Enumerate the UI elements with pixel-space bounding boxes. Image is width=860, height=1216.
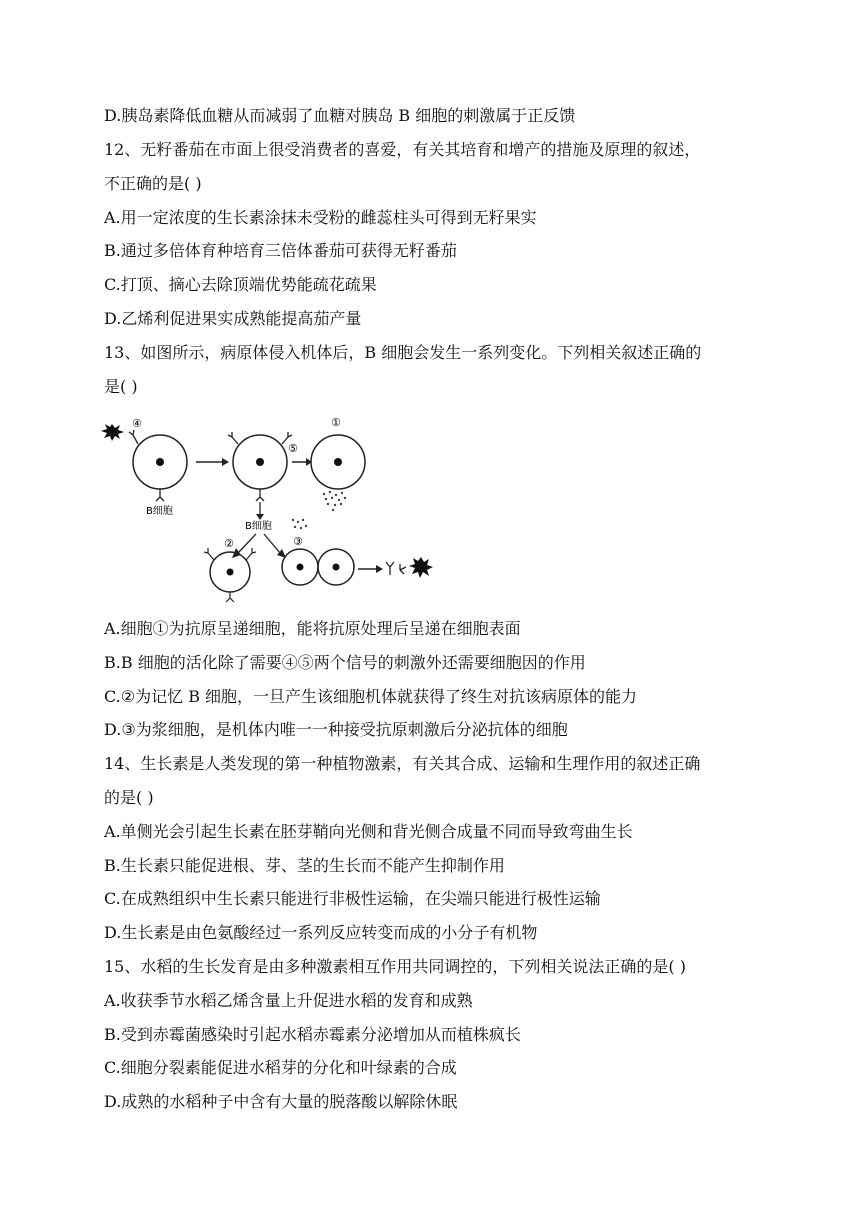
q15-option-a: A.收获季节水稻乙烯含量上升促进水稻的发育和成熟 (104, 991, 473, 1010)
q12-option-b: B.通过多倍体育种培育三倍体番茄可获得无籽番茄 (104, 241, 457, 260)
arrow-branch-right (264, 534, 286, 558)
q14-option-b: B.生长素只能促进根、芽、茎的生长而不能产生抑制作用 (104, 856, 505, 875)
cell-2 (204, 548, 256, 602)
mark-2: ② (224, 537, 234, 550)
q13-option-a: A.细胞①为抗原呈递细胞，能将抗原处理后呈递在细胞表面 (104, 619, 521, 638)
cell-1 (311, 435, 365, 489)
q14-option-d: D.生长素是由色氨酸经过一系列反应转变而成的小分子有机物 (104, 923, 538, 942)
antibody-icon (386, 562, 406, 575)
q13-option-d: D.③为浆细胞，是机体内唯一一种接受抗原刺激后分泌抗体的细胞 (104, 720, 568, 739)
q14-option-c: C.在成熟组织中生长素只能进行非极性运输，在尖端只能进行极性运输 (104, 889, 601, 908)
b-cell-2 (228, 432, 292, 501)
q12-stem-line1: 12、无籽番茄在市面上很受消费者的喜爱，有关其培育和增产的措施及原理的叙述， (104, 140, 701, 159)
mark-3: ③ (293, 535, 303, 548)
cell-3 (282, 549, 354, 585)
arrow-branch-left (232, 534, 256, 558)
b-cell-1 (129, 430, 187, 501)
q12-stem-line2: 不正确的是( ) (104, 174, 202, 193)
q13-option-c: C.②为记忆 B 细胞，一旦产生该细胞机体就获得了终生对抗该病原体的能力 (104, 687, 638, 706)
mark-4: ④ (132, 417, 142, 430)
label-b-cell-2: B细胞 (245, 521, 272, 532)
q13-stem-line1: 13、如图所示，病原体侵入机体后，B 细胞会发生一系列变化。下列相关叙述正确的 (104, 343, 702, 362)
q14-stem-line2: 的是( ) (104, 788, 154, 807)
pathogen-right (409, 557, 433, 578)
q12-option-d: D.乙烯利促进果实成熟能提高茄产量 (104, 309, 362, 328)
arrow-3 (358, 565, 383, 573)
q15-option-c: C.细胞分裂素能促进水稻芽的分化和叶绿素的合成 (104, 1058, 457, 1077)
pathogen-left (101, 424, 124, 441)
q13-option-b: B.B 细胞的活化除了需要④⑤两个信号的刺激外还需要细胞因的作用 (104, 653, 586, 672)
q15-option-d: D.成熟的水稻种子中含有大量的脱落酸以解除休眠 (104, 1092, 458, 1111)
label-b-cell-1: B细胞 (146, 506, 173, 517)
secreted-particles-1 (323, 491, 346, 511)
secreted-particles-3 (292, 519, 307, 529)
q11-option-d: D.胰岛素降低血糖从而减弱了血糖对胰岛 B 细胞的刺激属于正反馈 (104, 106, 576, 125)
q12-option-c: C.打顶、摘心去除顶端优势能疏花疏果 (104, 275, 377, 294)
mark-1: ① (331, 416, 341, 429)
mark-5: ⑤ (288, 442, 298, 455)
q15-stem-line1: 15、水稻的生长发育是由多种激素相互作用共同调控的，下列相关说法正确的是( ) (104, 957, 686, 976)
q15-option-b: B.受到赤霉菌感染时引起水稻赤霉素分泌增加从而植株疯长 (104, 1025, 521, 1044)
q13-stem-line2: 是( ) (104, 377, 138, 396)
arrow-2 (292, 458, 312, 466)
q14-option-a: A.单侧光会引起生长素在胚芽鞘向光侧和背光侧合成量不同而导致弯曲生长 (104, 822, 633, 841)
arrow-1 (196, 458, 229, 466)
b-cell-activation-diagram (100, 410, 440, 610)
arrow-down (256, 502, 264, 520)
q14-stem-line1: 14、生长素是人类发现的第一种植物激素，有关其合成、运输和生理作用的叙述正确 (104, 754, 701, 773)
q12-option-a: A.用一定浓度的生长素涂抹未受粉的雌蕊柱头可得到无籽果实 (104, 208, 537, 227)
